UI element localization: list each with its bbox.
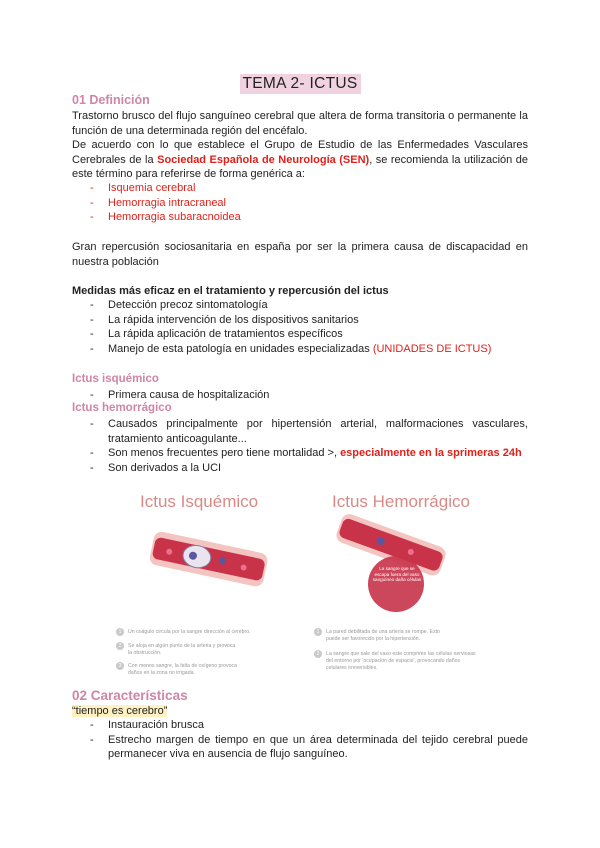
list-item: - La rápida aplicación de tratamientos específicos (90, 328, 343, 340)
list-item-text: Primera causa de hospitalización (108, 389, 270, 401)
sen-paragraph (72, 138, 528, 182)
list-item-text: Instauración brusca (108, 719, 204, 731)
list-item: - Primera causa de hospitalización (90, 389, 270, 401)
list-item: - Manejo de esta patología en unidades especializadas (UNIDADES DE ICTUS) (90, 342, 492, 355)
hemorragico-list (72, 417, 528, 475)
figure-title-isquemico: Ictus Isquémico (140, 492, 259, 511)
ictus-types-list (72, 181, 241, 225)
sen-text-b: Sociedad Española de Neurología (SEN) (157, 153, 370, 166)
isquemico-list (72, 388, 269, 403)
list-item-text: Hemorragia subaracnoidea (108, 211, 241, 223)
list-item: - La rápida intervención de los dispositivos sanitarios (90, 313, 359, 326)
medidas-heading: Medidas más eficaz en el tratamiento y repercusión del ictus (72, 285, 389, 297)
list-item: - Detección precoz sintomatología (90, 299, 268, 311)
section-heading-caracteristicas: 02 Características (72, 688, 188, 703)
page-title: TEMA 2- ICTUS (240, 74, 361, 94)
list-item: - Son menos frecuentes pero tiene mortalidad >, especialmente en la sprimeras 24h (90, 447, 522, 459)
list-item: - Hemorragia intracraneal (90, 196, 226, 209)
figure-title-hemorragico: Ictus Hemorrágico (332, 492, 470, 511)
caption-number: 1 (116, 628, 124, 636)
bubble-text: La sangre que se escapa fuera del vaso sanguíneo daña células (372, 566, 422, 583)
caption-number: 2 (314, 650, 322, 658)
left-caption-2: Se aloja en algún punto de la arteria y provoca la obstrucción. (128, 643, 236, 656)
medidas-list (72, 298, 491, 356)
list-item: - Causados principalmente por hipertensión arterial, malformaciones vasculares, tratamiento anticoagulante... (90, 418, 528, 445)
right-caption-1: La pared debilitada de una arteria se rompe. Esto puede ser favorecido por la hipertensión. (326, 629, 440, 642)
ictus-isquemico-heading: Ictus isquémico (72, 373, 159, 385)
ictus-figure (108, 484, 490, 686)
caracteristicas-list (72, 718, 528, 762)
sen-text-c: , se recomienda la utilización de este término para referirse de forma genérica a: (72, 153, 528, 180)
left-caption-3: Con menos sangre, la falta de oxígeno provoca daños en la zona no irrigada. (128, 663, 238, 676)
caption-number: 1 (314, 628, 322, 636)
tiempo-es-cerebro-quote: “tiempo es cerebro” (72, 705, 168, 717)
right-caption-2: La sangre que sale del vaso este comprime las células nerviosas del entorno por 'ocupación de espacio', provocando daños celulares irreversibles. (326, 651, 476, 671)
repercusion-paragraph: Gran repercusión sociosanitaria en españa por ser la primera causa de discapacidad en nuestra población (72, 241, 528, 268)
list-item: - Hemorragia subaracnoidea (90, 211, 241, 223)
list-item-text: Son menos frecuentes pero tiene mortalidad >, (108, 447, 341, 459)
unidades-ictus-text: (UNIDADES DE ICTUS) (372, 342, 492, 355)
list-item-text: Detección precoz sintomatología (108, 299, 268, 311)
ischemic-vessel-illustration (148, 522, 268, 602)
definition-paragraph: Trastorno brusco del flujo sanguíneo cerebral que altera de forma transitoria o permanente la función de una determinada región del encéfalo. (72, 110, 528, 137)
section-heading-definicion: 01 Definición (72, 93, 150, 107)
list-item-text: Isquemia cerebral (108, 182, 196, 194)
hemorrhagic-vessel-illustration (336, 514, 456, 614)
list-item-text: Hemorragia intracraneal (108, 196, 226, 209)
list-item-text: La rápida aplicación de tratamientos específicos (108, 328, 343, 340)
list-item: - Instauración brusca (90, 719, 204, 731)
list-item: - Isquemia cerebral (90, 182, 196, 194)
list-item-text: La rápida intervención de los dispositivos sanitarios (108, 313, 359, 326)
list-item: - Son derivados a la UCI (90, 461, 222, 474)
list-item-text: Causados principalmente por hipertensión arterial, malformaciones vasculares, tratamiento anticoagulante... (108, 418, 528, 445)
ictus-hemorragico-heading: Ictus hemorrágico (72, 402, 172, 414)
title-wrap (0, 74, 600, 94)
quote-line (72, 704, 167, 719)
list-item-text: Estrecho margen de tiempo en que un área determinada del tejido cerebral puede permanecer viva en ausencia de flujo sanguíneo. (108, 733, 528, 760)
left-caption-1: Un coágulo circula por la sangre dirección al cerebro. (128, 629, 251, 635)
list-item: - Estrecho margen de tiempo en que un área determinada del tejido cerebral puede permanecer viva en ausencia de flujo sanguíneo. (90, 733, 528, 760)
list-item-text: Son derivados a la UCI (108, 461, 222, 474)
caption-number: 2 (116, 642, 124, 650)
caption-number: 3 (116, 662, 124, 670)
mortalidad-highlight: especialmente en la sprimeras 24h (340, 447, 522, 459)
list-item-text: Manejo de esta patología en unidades especializadas (108, 342, 373, 355)
sen-text-a: De acuerdo con lo que establece el Grupo de Estudio de las Enfermedades Vasculares Cerebrales de la (72, 139, 528, 166)
